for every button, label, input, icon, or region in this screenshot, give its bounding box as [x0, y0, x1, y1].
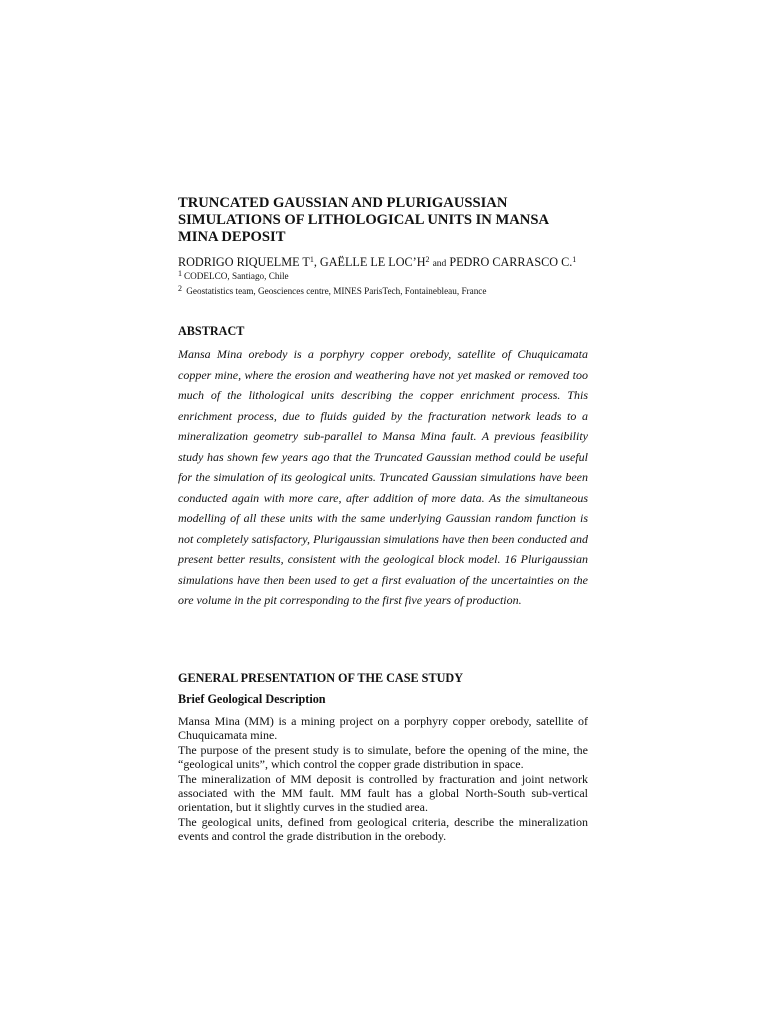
- author-conjunction: and: [432, 259, 447, 269]
- author-affiliation-mark: 1: [309, 255, 314, 264]
- paper-page: [178, 0, 588, 1024]
- body-paragraph: The mineralization of MM deposit is controlled by fracturation and joint network associated with the MM fault. MM fault has a global North-South sub-vertical orientation, but it slightly curves in the studied area.: [178, 771, 588, 815]
- affiliation-number: 1: [178, 269, 182, 278]
- abstract-heading: ABSTRACT: [178, 324, 245, 338]
- paper-title: TRUNCATED GAUSSIAN AND PLURIGAUSSIAN SIMULATIONS OF LITHOLOGICAL UNITS IN MANSA MINA DEPOSIT: [178, 195, 549, 245]
- affiliation-number: 2: [178, 284, 182, 293]
- affiliation-text: Geostatistics team, Geosciences centre, MINES ParisTech, Fontainebleau, France: [186, 286, 487, 296]
- affiliation: [178, 285, 598, 297]
- body-paragraph: The purpose of the present study is to simulate, before the opening of the mine, the “geological units”, which control the copper grade distribution in space.: [178, 742, 588, 772]
- author-separator: ,: [313, 255, 320, 269]
- abstract-text: Mansa Mina orebody is a porphyry copper orebody, satellite of Chuquicamata copper mine, where the erosion and weathering have not yet masked or removed too much of the lithological units describing the copper enrichment process. This enrichment process, due to fluids guided by the fracturation network leads to a mineralization geometry sub-parallel to Mansa Mina fault. A previous feasibility study has shown few years ago that the Truncated Gaussian method could be useful for the simulation of its geological units. Truncated Gaussian simulations have been conducted again with more care, after addition of more data. As the simultaneous modelling of all these units with the same underlying Gaussian random function is not completely satisfactory, Plurigaussian simulations have then been conducted and present better results, consistent with the geological block model. 16 Plurigaussian simulations have then been used to get a first evaluation of the uncertainties on the ore volume in the pit corresponding to the first five years of production.: [178, 347, 588, 607]
- body-paragraph: The geological units, defined from geological criteria, describe the mineralization events and control the grade distribution in the orebody.: [178, 814, 588, 844]
- author-name: GAËLLE LE LOC’H: [319, 255, 426, 269]
- affiliation-text: CODELCO, Santiago, Chile: [184, 271, 289, 281]
- section-heading: GENERAL PRESENTATION OF THE CASE STUDY: [178, 671, 463, 685]
- subsection-heading: Brief Geological Description: [178, 692, 326, 706]
- author-name: RODRIGO RIQUELME T: [178, 255, 310, 269]
- author-affiliation-mark: 2: [425, 255, 430, 264]
- author-affiliation-mark: 1: [572, 255, 577, 264]
- section-body: [178, 714, 588, 844]
- body-paragraph: Mansa Mina (MM) is a mining project on a porphyry copper orebody, satellite of Chuquicamata mine.: [178, 714, 588, 743]
- affiliation: [178, 270, 598, 282]
- author-name: PEDRO CARRASCO C.: [449, 255, 573, 269]
